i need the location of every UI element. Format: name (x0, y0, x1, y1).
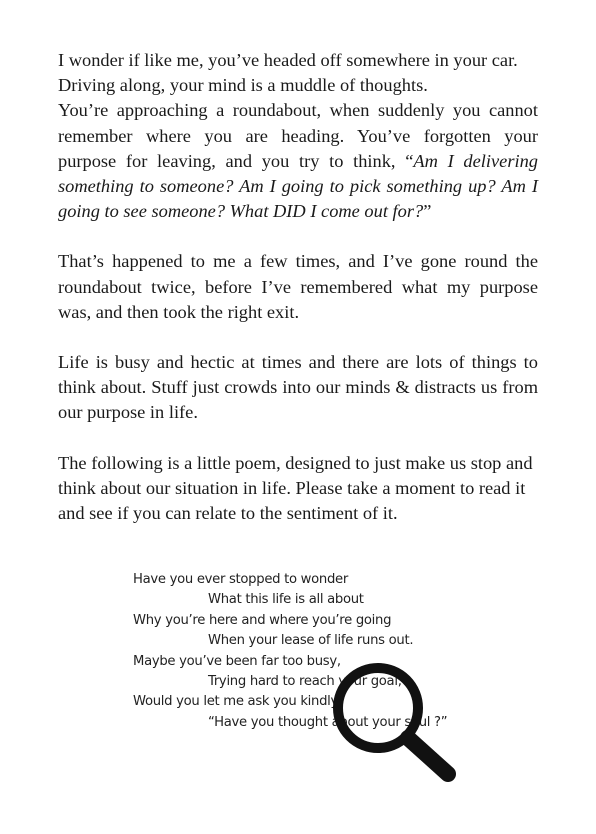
poem-line-2: What this life is all about (208, 592, 364, 608)
article-text (58, 48, 538, 526)
paragraph-2 (58, 98, 538, 224)
poem-line-5: Maybe you’ve been far too busy, (133, 653, 341, 669)
paragraph-4: Life is busy and hectic at times and there are lots of things to think about. Stuff just crowds into our minds & distracts us from our purpose in life. (58, 352, 538, 423)
magnifier-icon[interactable] (326, 652, 466, 792)
poem-line-4: When your lease of life runs out. (208, 633, 414, 649)
paragraph-1-line-2: Driving along, your mind is a muddle of thoughts. (58, 75, 428, 96)
poem-line-3: Why you’re here and where you’re going (133, 612, 392, 628)
paragraph-1-line-1: I wonder if like me, you’ve headed off somewhere in your car. (58, 50, 518, 70)
paragraph-3: That’s happened to me a few times, and I’ve gone round the roundabout twice, before I’ve remembered what my purpose was, and then took the right exit. (58, 251, 538, 322)
poem-line-8: “Have you thought about your soul ?” (208, 714, 448, 730)
paragraph-2-text: You’re approaching a roundabout, when suddenly you cannot remember where you are heading. You’ve forgotten your purpose for leaving, and you try to think, “ (58, 100, 538, 171)
poem-line-7: Would you let me ask you kindly, (133, 694, 342, 710)
paragraph-2-close-quote: ” (423, 201, 432, 222)
poem-line-1: Have you ever stopped to wonder (133, 572, 348, 587)
paragraph-5: The following is a little poem, designed to just make us stop and think about our situation in life. Please take a moment to read it and see if you can relate to the sentiment of it. (58, 452, 533, 524)
paragraph-2-italic-questions: Am I delivering something to someone? Am I going to pick something up? Am I going to see someone? What DID I come out for? (58, 150, 538, 222)
poem-line-6: Trying hard to reach your goal, (208, 674, 402, 690)
